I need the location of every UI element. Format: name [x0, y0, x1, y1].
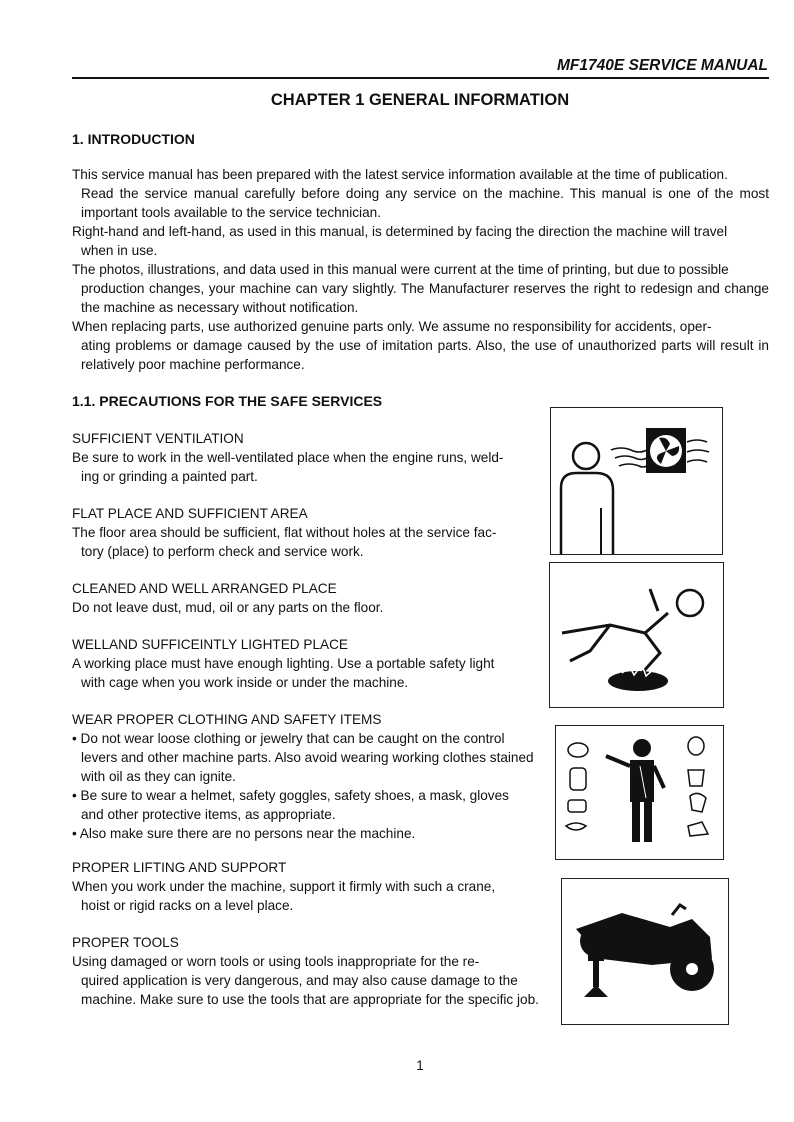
precaution-lighting: WELLAND SUFFICEINTLY LIGHTED PLACE A working place must have enough lighting. Use a portable safety light with cage when you work inside or under the machine. [72, 635, 544, 692]
precaution-clothing [72, 710, 544, 843]
intro-heading: 1. INTRODUCTION [72, 131, 195, 147]
intro-paragraph: Right-hand and left-hand, as used in this manual, is determined by facing the direction the machine will travel when in use. [72, 224, 728, 258]
precaution-lifting: PROPER LIFTING AND SUPPORT When you work under the machine, support it firmly with such a crane, hoist or rigid racks on a level place. [72, 858, 544, 915]
precaution-heading: PROPER TOOLS [72, 935, 179, 950]
ventilation-fan-illustration [550, 407, 723, 555]
slip-hazard-illustration [549, 562, 724, 708]
page-number: 1 [416, 1058, 424, 1073]
intro-paragraph: When replacing parts, use authorized genuine parts only. We assume no responsibility for accidents, oper- ating problems or damage caused by the use of imitation parts. Also, the use of unauthorized parts will result in relatively poor machine performance. [72, 319, 769, 372]
precaution-heading: FLAT PLACE AND SUFFICIENT AREA [72, 506, 308, 521]
intro-body [72, 165, 769, 374]
precaution-clean-place: CLEANED AND WELL ARRANGED PLACE Do not leave dust, mud, oil or any parts on the floor. [72, 579, 544, 617]
chapter-title: CHAPTER 1 GENERAL INFORMATION [270, 91, 570, 109]
precaution-ventilation: SUFFICIENT VENTILATION Be sure to work in the well-ventilated place when the engine runs, weld- ing or grinding a painted part. [72, 429, 544, 486]
lifting-support-illustration [561, 878, 729, 1025]
precaution-heading: CLEANED AND WELL ARRANGED PLACE [72, 581, 337, 596]
manual-title: MF1740E SERVICE MANUAL [556, 57, 768, 74]
protective-gear-illustration [555, 725, 724, 860]
precaution-heading: SUFFICIENT VENTILATION [72, 431, 244, 446]
bullet-item: • Be sure to wear a helmet, safety goggles, safety shoes, a mask, gloves and other protective items, as appropriate. [72, 788, 509, 822]
precautions-heading: 1.1. PRECAUTIONS FOR THE SAFE SERVICES [72, 393, 383, 409]
bullet-item: • Do not wear loose clothing or jewelry that can be caught on the control levers and other machine parts. Also avoid wearing working clothes stained with oil as they can ignite. [72, 731, 534, 784]
bullet-item: • Also make sure there are no persons near the machine. [72, 826, 416, 841]
precaution-heading: PROPER LIFTING AND SUPPORT [72, 860, 287, 875]
intro-paragraph: This service manual has been prepared with the latest service information available at the time of publication. Read the service manual carefully before doing any service on the machine. This manual is one of the most important tools available to the service technician. [72, 167, 769, 220]
precaution-flat-place: FLAT PLACE AND SUFFICIENT AREA The floor area should be sufficient, flat without holes at the service fac- tory (place) to perform check and service work. [72, 504, 544, 561]
precaution-heading: WELLAND SUFFICEINTLY LIGHTED PLACE [72, 637, 348, 652]
precaution-tools: PROPER TOOLS Using damaged or worn tools or using tools inappropriate for the re- quired application is very dangerous, and may also cause damage to the machine. Make sure to use the tools that are appropriate for the specific job. [72, 933, 544, 1009]
intro-paragraph: The photos, illustrations, and data used in this manual were current at the time of printing, but due to possible production changes, your machine can vary slightly. The Manufacturer reserves the right to redesign and change the machine as necessary without notification. [72, 262, 769, 315]
precaution-heading: WEAR PROPER CLOTHING AND SAFETY ITEMS [72, 712, 382, 727]
header-rule [72, 77, 769, 79]
